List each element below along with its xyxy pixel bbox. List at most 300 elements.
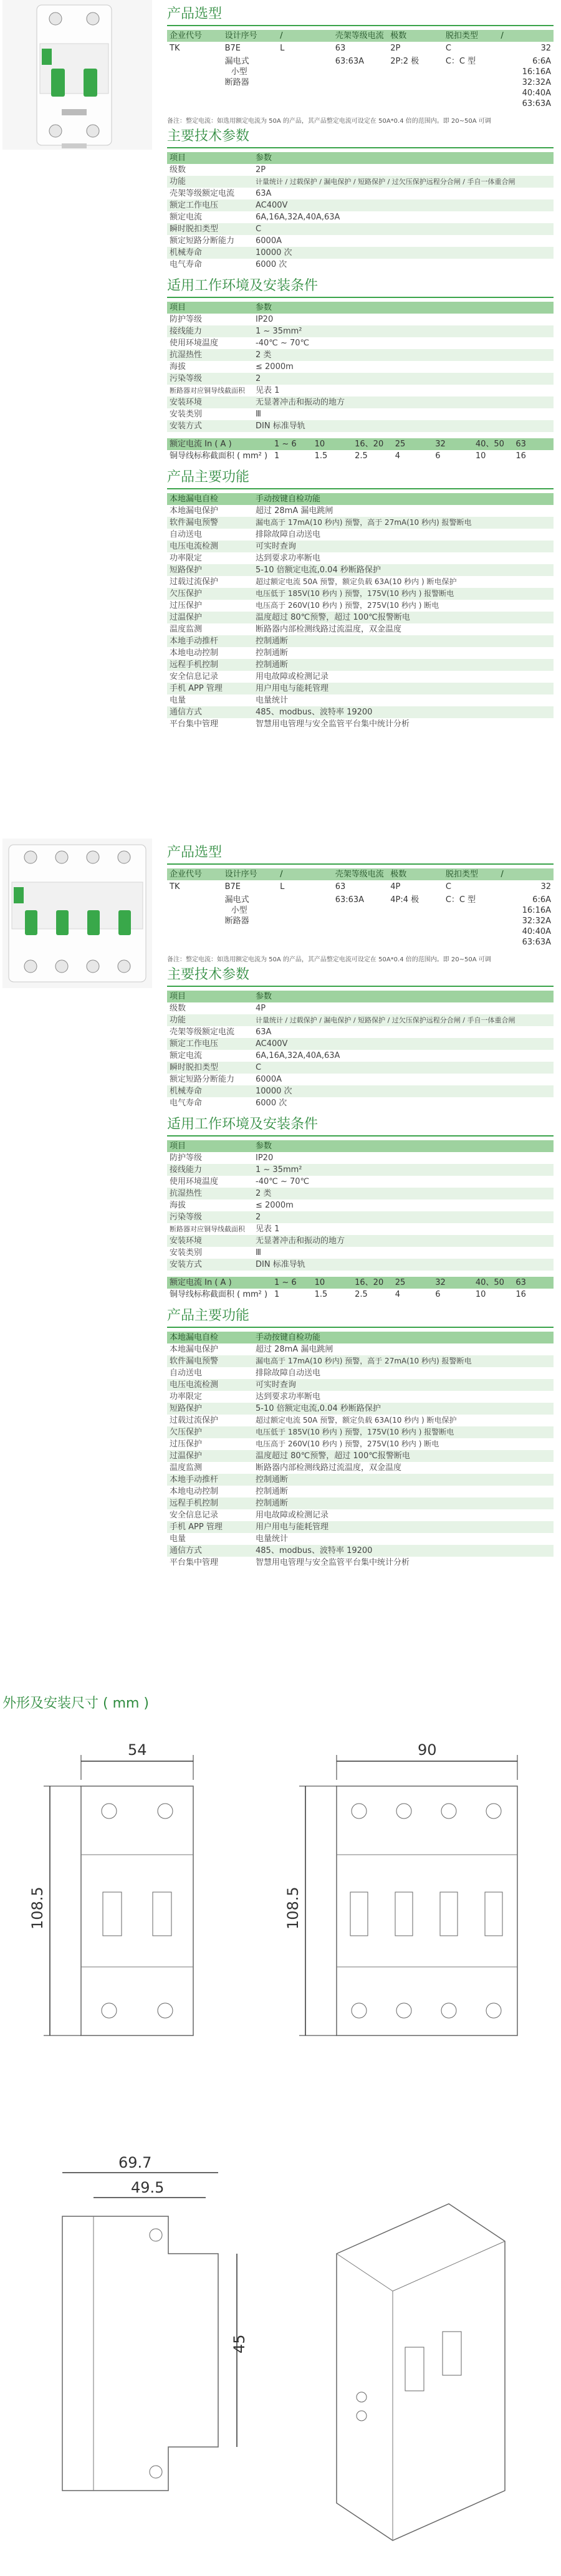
- row-value: 6000A: [256, 1075, 282, 1084]
- func-header-row: [167, 1332, 554, 1343]
- table-row: [167, 1415, 554, 1426]
- row-value: 用户用电与能耗管理: [253, 1521, 554, 1533]
- row-key: 额定工作电压: [167, 1038, 253, 1050]
- selection-table: [167, 868, 554, 949]
- sel-design: B7E: [224, 882, 241, 892]
- row-value: C: [253, 1062, 554, 1074]
- wire-value: 10: [475, 451, 486, 461]
- sel-poles: 2P: [390, 44, 401, 53]
- row-value: 智慧用电管理与安全监管平台集中统计分析: [256, 719, 410, 729]
- row-value: 达到要求功率断电: [256, 554, 321, 563]
- row-key: 功能: [167, 176, 253, 188]
- dim-side-rail: 49.5: [131, 2179, 165, 2196]
- row-key: 本地电动控制: [170, 648, 219, 658]
- content-4p: [167, 845, 554, 1569]
- table-row: [167, 1247, 554, 1259]
- row-value: ≤ 2000m: [256, 1201, 294, 1210]
- table-row: [167, 385, 554, 396]
- content-2p: [167, 6, 554, 730]
- row-value: 2 类: [253, 1188, 554, 1199]
- wire-value: 10: [475, 1290, 486, 1299]
- row-key: 短路保护: [167, 564, 253, 576]
- sel-header-poles: 极数: [388, 30, 443, 42]
- sel-header-trip: 脱扣类型: [443, 868, 499, 880]
- sel-code: TK: [170, 44, 180, 53]
- env-header-param: 参数: [253, 1140, 554, 1152]
- row-key: 防护等级: [170, 1153, 203, 1163]
- env-header-row: [167, 1140, 554, 1152]
- terminal-screw: [441, 2003, 456, 2018]
- selection-detail-row: [167, 893, 554, 949]
- sel-trip-note: C：C 型: [445, 57, 476, 66]
- env-title: 适用工作环境及安装条件: [167, 1117, 319, 1132]
- sel-trip-note: C：C 型: [445, 895, 476, 905]
- row-value: -40℃ ~ 70℃: [256, 1177, 310, 1186]
- table-row: [167, 505, 554, 517]
- row-key: 安全信息记录: [170, 1511, 219, 1520]
- row-key: 安全信息记录: [170, 672, 219, 681]
- row-value: 超过 28mA 漏电跳闸: [256, 1345, 333, 1354]
- wire-value: 63: [513, 1277, 554, 1289]
- row-value: 见表 1: [256, 386, 280, 395]
- sel-frame: 63: [335, 882, 346, 892]
- side-view-drawing: [25, 2154, 262, 2528]
- sel-current: 6:6A: [532, 895, 551, 905]
- wire-value: 16、20: [352, 1277, 393, 1289]
- table-row: [167, 1050, 554, 1062]
- wire-value: 16: [515, 1290, 526, 1299]
- mount-hole: [150, 2229, 162, 2241]
- row-key: 断路器对应铜导线截面积: [170, 387, 245, 395]
- row-key: 本地手动推杆: [167, 1474, 253, 1486]
- row-value: 电量统计: [256, 1534, 289, 1544]
- row-value: 4P: [256, 1004, 266, 1013]
- row-key: 功能: [167, 1014, 253, 1026]
- front-view-2p-drawing: [25, 1742, 262, 2054]
- env-title: 适用工作环境及安装条件: [167, 278, 319, 294]
- table-row: [167, 552, 554, 564]
- row-key: 安装环境: [167, 1235, 253, 1247]
- table-row: [167, 1014, 554, 1026]
- row-value: IP20: [256, 315, 274, 324]
- func-header-desc: 手动按键自检功能: [253, 493, 554, 505]
- row-value: 排除故障自动送电: [256, 530, 321, 539]
- wire-value: 2.5: [355, 1290, 368, 1299]
- row-value: 超过额定电流 50A 预警，额定负载 63A(10 秒内 ) 断电保护: [256, 577, 457, 586]
- row-value: 漏电高于 17mA(10 秒内) 预警，高于 27mA(10 秒内) 报警断电: [253, 1355, 554, 1367]
- row-key: 电气寿命: [170, 260, 203, 269]
- env-table: [167, 302, 554, 432]
- row-key: 电压电流检测: [167, 1379, 253, 1391]
- func-title-wrap: [167, 469, 554, 493]
- terminal-screw: [486, 1804, 501, 1819]
- func-table: [167, 1332, 554, 1569]
- tech-table: [167, 152, 554, 271]
- row-key: 平台集中管理: [170, 1558, 219, 1567]
- row-value: 断路器内部检测线路过流温度，双金温度: [256, 1463, 402, 1473]
- row-value: 超过 28mA 漏电跳闸: [256, 506, 333, 516]
- table-row: [167, 1509, 554, 1521]
- row-value: 电压低于 185V(10 秒内 ) 预警，175V(10 秒内 ) 报警断电: [253, 588, 554, 600]
- title-divider: [167, 488, 554, 489]
- sel-type-line: 断路器: [224, 916, 249, 926]
- row-value: 63A: [256, 1027, 272, 1037]
- sel-current: 32:32A: [522, 916, 551, 926]
- sel-header-sep: /: [277, 30, 333, 42]
- selection-title-wrap: [167, 6, 554, 30]
- wire-table: [167, 438, 554, 462]
- sel-header-design: 设计序号: [223, 868, 278, 880]
- breaker-4p-illustration: [2, 839, 152, 988]
- env-header-item: 项目: [167, 302, 253, 314]
- tech-header-param: 参数: [253, 152, 554, 164]
- row-value: 用电故障或检测记录: [256, 672, 329, 681]
- title-divider: [167, 25, 554, 26]
- row-value: 控制通断: [253, 1497, 554, 1509]
- row-value: 2: [253, 1211, 554, 1223]
- iso-indicator: [357, 2411, 367, 2421]
- title-divider: [167, 147, 554, 148]
- front-outline-2p: [81, 1786, 193, 2035]
- selection-title: 产品选型: [167, 845, 223, 860]
- row-key: 远程手机控制: [167, 659, 253, 671]
- row-key: 防护等级: [170, 315, 203, 324]
- product-image-4p: [2, 839, 152, 988]
- sel-currents: [498, 893, 554, 949]
- table-row: [167, 1188, 554, 1199]
- dimensions-section: [0, 1693, 561, 2572]
- row-key: 额定短路分断能力: [170, 236, 235, 246]
- row-key: 过载过流保护: [170, 577, 219, 587]
- sel-type-lines: [223, 55, 278, 110]
- env-header-item: 项目: [167, 1140, 253, 1152]
- row-key: 污染等级: [167, 1211, 253, 1223]
- row-key: 安装类别: [170, 1248, 203, 1257]
- table-row: [167, 1521, 554, 1533]
- row-value: 10000 次: [253, 1085, 554, 1097]
- row-value: 断路器内部检测线路过流温度，双金温度: [256, 625, 402, 634]
- env-title-wrap: [167, 1117, 554, 1140]
- row-key: 接线能力: [167, 325, 253, 337]
- wire-value: 25: [393, 1277, 433, 1289]
- sel-rated: 32: [540, 44, 551, 53]
- wire-label-section: 铜导线标称截面积 ( mm² ): [170, 451, 268, 461]
- selection-table: [167, 30, 554, 110]
- table-row: [167, 314, 554, 325]
- tech-title: 主要技术参数: [167, 967, 250, 983]
- row-key: 温度监测: [170, 625, 203, 634]
- env-header-row: [167, 302, 554, 314]
- row-value: 控制通断: [253, 635, 554, 647]
- row-key: 欠压保护: [167, 588, 253, 600]
- table-row: [167, 659, 554, 671]
- row-value: 6000 次: [256, 260, 287, 269]
- row-key: 过温保护: [167, 612, 253, 623]
- sel-header-frame: 壳架等级电流: [333, 868, 388, 880]
- terminal-screw: [441, 1804, 456, 1819]
- row-key: 额定短路分断能力: [170, 1075, 235, 1084]
- row-key: 欠压保护: [167, 1426, 253, 1438]
- row-value: Ⅲ: [256, 1248, 261, 1257]
- row-key: 使用环境温度: [170, 1177, 219, 1186]
- row-key: 功率限定: [170, 1392, 203, 1401]
- env-table: [167, 1140, 554, 1271]
- row-key: 额定工作电压: [167, 199, 253, 211]
- table-row: [167, 1164, 554, 1176]
- wire-value: 6: [435, 451, 441, 461]
- sel-header-design: 设计序号: [223, 30, 278, 42]
- side-outline: [62, 2216, 218, 2491]
- toggle-handle: [440, 1892, 458, 1936]
- row-key: 额定电流: [170, 1051, 203, 1060]
- table-row: [167, 1026, 554, 1038]
- row-key: 远程手机控制: [167, 1497, 253, 1509]
- terminal-screw: [352, 1804, 367, 1819]
- table-row: [167, 694, 554, 706]
- table-row: [167, 1038, 554, 1050]
- terminal-screw: [352, 2003, 367, 2018]
- row-value: 电压高于 260V(10 秒内 ) 预警，275V(10 秒内 ) 断电: [256, 1439, 439, 1448]
- table-row: [167, 235, 554, 247]
- row-key: 软件漏电预警: [167, 517, 253, 529]
- table-row: [167, 1343, 554, 1355]
- wire-row-section: [167, 1289, 554, 1300]
- func-title: 产品主要功能: [167, 469, 250, 485]
- selection-detail-row: [167, 55, 554, 110]
- terminal-screw: [158, 2003, 173, 2018]
- table-row: [167, 259, 554, 271]
- table-row: [167, 671, 554, 683]
- title-divider: [167, 863, 554, 865]
- row-key: 本地手动推杆: [167, 635, 253, 647]
- wire-value: 1 ~ 6: [272, 1277, 312, 1289]
- row-key: 电气寿命: [170, 1098, 203, 1108]
- row-value: 10000 次: [253, 247, 554, 259]
- table-row: [167, 1486, 554, 1497]
- table-row: [167, 718, 554, 730]
- row-value: 无显著冲击和振动的地方: [253, 396, 554, 408]
- row-key: 机械寿命: [167, 247, 253, 259]
- selection-title-wrap: [167, 845, 554, 868]
- row-value: 排除故障自动送电: [256, 1368, 321, 1378]
- table-row: [167, 683, 554, 694]
- row-value: 电压低于 185V(10 秒内 ) 预警，175V(10 秒内 ) 报警断电: [253, 1426, 554, 1438]
- row-key: 使用环境温度: [170, 339, 219, 348]
- row-value: 可实时查询: [253, 541, 554, 552]
- wire-value: 32: [433, 1277, 473, 1289]
- row-value: 2P: [256, 165, 266, 175]
- wire-value: 4: [395, 451, 400, 461]
- sel-rated: 32: [540, 882, 551, 892]
- wire-label-section: 铜导线标称截面积 ( mm² ): [170, 1290, 268, 1299]
- row-key: 过温保护: [167, 1450, 253, 1462]
- table-row: [167, 408, 554, 420]
- row-key: 本地漏电保护: [170, 506, 219, 516]
- wire-value: 25: [393, 438, 433, 450]
- sel-poles-note: 4P:4 极: [390, 895, 420, 905]
- row-value: 2: [253, 373, 554, 385]
- sel-current: 63:63A: [522, 99, 551, 108]
- table-row: [167, 396, 554, 408]
- front-outline-4p: [337, 1786, 517, 2035]
- dim-width-2p: 54: [128, 1742, 147, 1759]
- wire-row-section: [167, 450, 554, 462]
- iso-edge: [393, 2241, 505, 2291]
- row-value: 5-10 倍额定电流,0.04 秒断路保护: [253, 564, 554, 576]
- terminal-screw: [102, 1804, 117, 1819]
- table-row: [167, 361, 554, 373]
- row-value: 63A: [256, 189, 272, 198]
- iso-edge: [337, 2254, 393, 2291]
- wire-value: 1 ~ 6: [272, 438, 312, 450]
- table-row: [167, 706, 554, 718]
- row-value: ≤ 2000m: [256, 362, 294, 372]
- sel-type-line: 小型: [231, 67, 247, 77]
- row-key: 自动送电: [170, 1368, 203, 1378]
- dim-width-4p: 90: [418, 1742, 437, 1759]
- toggle-handle: [153, 1892, 171, 1936]
- table-row: [167, 164, 554, 176]
- selection-title: 产品选型: [167, 6, 223, 22]
- dim-height-left: 108.5: [29, 1886, 46, 1930]
- wire-value: 16: [515, 451, 526, 461]
- table-row: [167, 529, 554, 541]
- tech-title-wrap: [167, 128, 554, 152]
- tech-header-item: 项目: [167, 991, 253, 1002]
- row-key: 安装方式: [167, 1259, 253, 1271]
- sel-frame-note: 63:63A: [335, 895, 365, 905]
- wire-value: 63: [513, 438, 554, 450]
- table-row: [167, 1074, 554, 1085]
- func-title: 产品主要功能: [167, 1308, 250, 1324]
- breaker-2p-illustration: [2, 0, 152, 150]
- table-row: [167, 373, 554, 385]
- row-key: 抗湿热性: [167, 349, 253, 361]
- row-key: 通信方式: [167, 706, 253, 718]
- row-value: 用户用电与能耗管理: [253, 683, 554, 694]
- table-row: [167, 1259, 554, 1271]
- title-divider: [167, 297, 554, 298]
- sel-trip: C: [445, 882, 451, 892]
- wire-value: 1: [274, 1290, 280, 1299]
- row-key: 安装环境: [167, 396, 253, 408]
- title-divider: [167, 1135, 554, 1137]
- row-key: 瞬时脱扣类型: [167, 1062, 253, 1074]
- func-header-item: 本地漏电自检: [167, 493, 253, 505]
- row-key: 手机 APP 管理: [167, 683, 253, 694]
- title-divider: [167, 986, 554, 987]
- sel-current: 16:16A: [522, 906, 551, 915]
- row-value: AC400V: [253, 199, 554, 211]
- table-row: [167, 1426, 554, 1438]
- iso-handle: [405, 2347, 424, 2391]
- row-value: 见表 1: [256, 1224, 280, 1234]
- tech-header-item: 项目: [167, 152, 253, 164]
- selection-header-row: [167, 30, 554, 42]
- sel-header-trip: 脱扣类型: [443, 30, 499, 42]
- sel-header-code: 企业代号: [167, 30, 223, 42]
- sel-sep: L: [280, 44, 285, 53]
- tech-title-wrap: [167, 967, 554, 991]
- table-row: [167, 1367, 554, 1379]
- tech-header-param: 参数: [253, 991, 554, 1002]
- row-value: 无显著冲击和振动的地方: [253, 1235, 554, 1247]
- row-value: 可实时查询: [253, 1379, 554, 1391]
- row-value: 5-10 倍额定电流,0.04 秒断路保护: [253, 1403, 554, 1415]
- row-value: IP20: [256, 1153, 274, 1163]
- toggle-handle: [395, 1892, 413, 1936]
- dim-side-offset: 45: [231, 2334, 248, 2353]
- table-row: [167, 349, 554, 361]
- row-value: C: [253, 223, 554, 235]
- row-value: 漏电高于 17mA(10 秒内) 预警，高于 27mA(10 秒内) 报警断电: [253, 517, 554, 529]
- row-value: 控制通断: [256, 1487, 289, 1496]
- wire-value: 2.5: [355, 451, 368, 461]
- row-value: 控制通断: [253, 1474, 554, 1486]
- table-row: [167, 564, 554, 576]
- sel-type-line: 小型: [231, 906, 247, 915]
- title-divider: [167, 1327, 554, 1328]
- sel-header-sep: /: [277, 868, 333, 880]
- row-value: 6000 次: [256, 1098, 287, 1108]
- table-row: [167, 199, 554, 211]
- wire-value: 40、50: [473, 438, 514, 450]
- row-value: 1 ~ 35mm²: [253, 325, 554, 337]
- selection-value-row: [167, 42, 554, 55]
- table-row: [167, 420, 554, 432]
- table-row: [167, 1533, 554, 1545]
- row-value: 6000A: [256, 236, 282, 246]
- table-row: [167, 1235, 554, 1247]
- env-title-wrap: [167, 278, 554, 302]
- sel-current: 40:40A: [522, 89, 551, 98]
- row-value: 智慧用电管理与安全监管平台集中统计分析: [256, 1558, 410, 1567]
- selection-value-row: [167, 880, 554, 893]
- table-row: [167, 1391, 554, 1403]
- row-key: 安装类别: [170, 410, 203, 419]
- sel-header-sep2: /: [498, 868, 554, 880]
- row-value: 达到要求功率断电: [256, 1392, 321, 1401]
- row-value: DIN 标准导轨: [253, 1259, 554, 1271]
- tech-header-row: [167, 152, 554, 164]
- row-value: 6A,16A,32A,40A,63A: [256, 213, 340, 222]
- sel-type-line: 漏电式: [224, 57, 249, 66]
- mount-hole: [150, 2466, 162, 2478]
- row-key: 电量: [170, 1534, 186, 1544]
- row-key: 海拔: [170, 362, 186, 372]
- sel-design: B7E: [224, 44, 241, 53]
- env-header-param: 参数: [253, 302, 554, 314]
- row-key: 过压保护: [170, 1439, 203, 1449]
- row-key: 过载过流保护: [170, 1416, 219, 1425]
- wire-label-current: 额定电流 In ( A ): [167, 1277, 272, 1289]
- wire-label-current: 额定电流 In ( A ): [167, 438, 272, 450]
- toggle-handle: [485, 1892, 502, 1936]
- table-row: [167, 612, 554, 623]
- toggle-handle: [103, 1892, 122, 1936]
- table-row: [167, 1557, 554, 1569]
- wire-value: 16、20: [352, 438, 393, 450]
- row-value: Ⅲ: [256, 410, 261, 419]
- row-key: 壳架等级额定电流: [170, 189, 235, 198]
- table-row: [167, 1152, 554, 1164]
- row-key: 通信方式: [167, 1545, 253, 1557]
- table-row: [167, 600, 554, 612]
- table-row: [167, 247, 554, 259]
- table-row: [167, 188, 554, 199]
- terminal-screw: [158, 1804, 173, 1819]
- iso-handle: [443, 2332, 461, 2375]
